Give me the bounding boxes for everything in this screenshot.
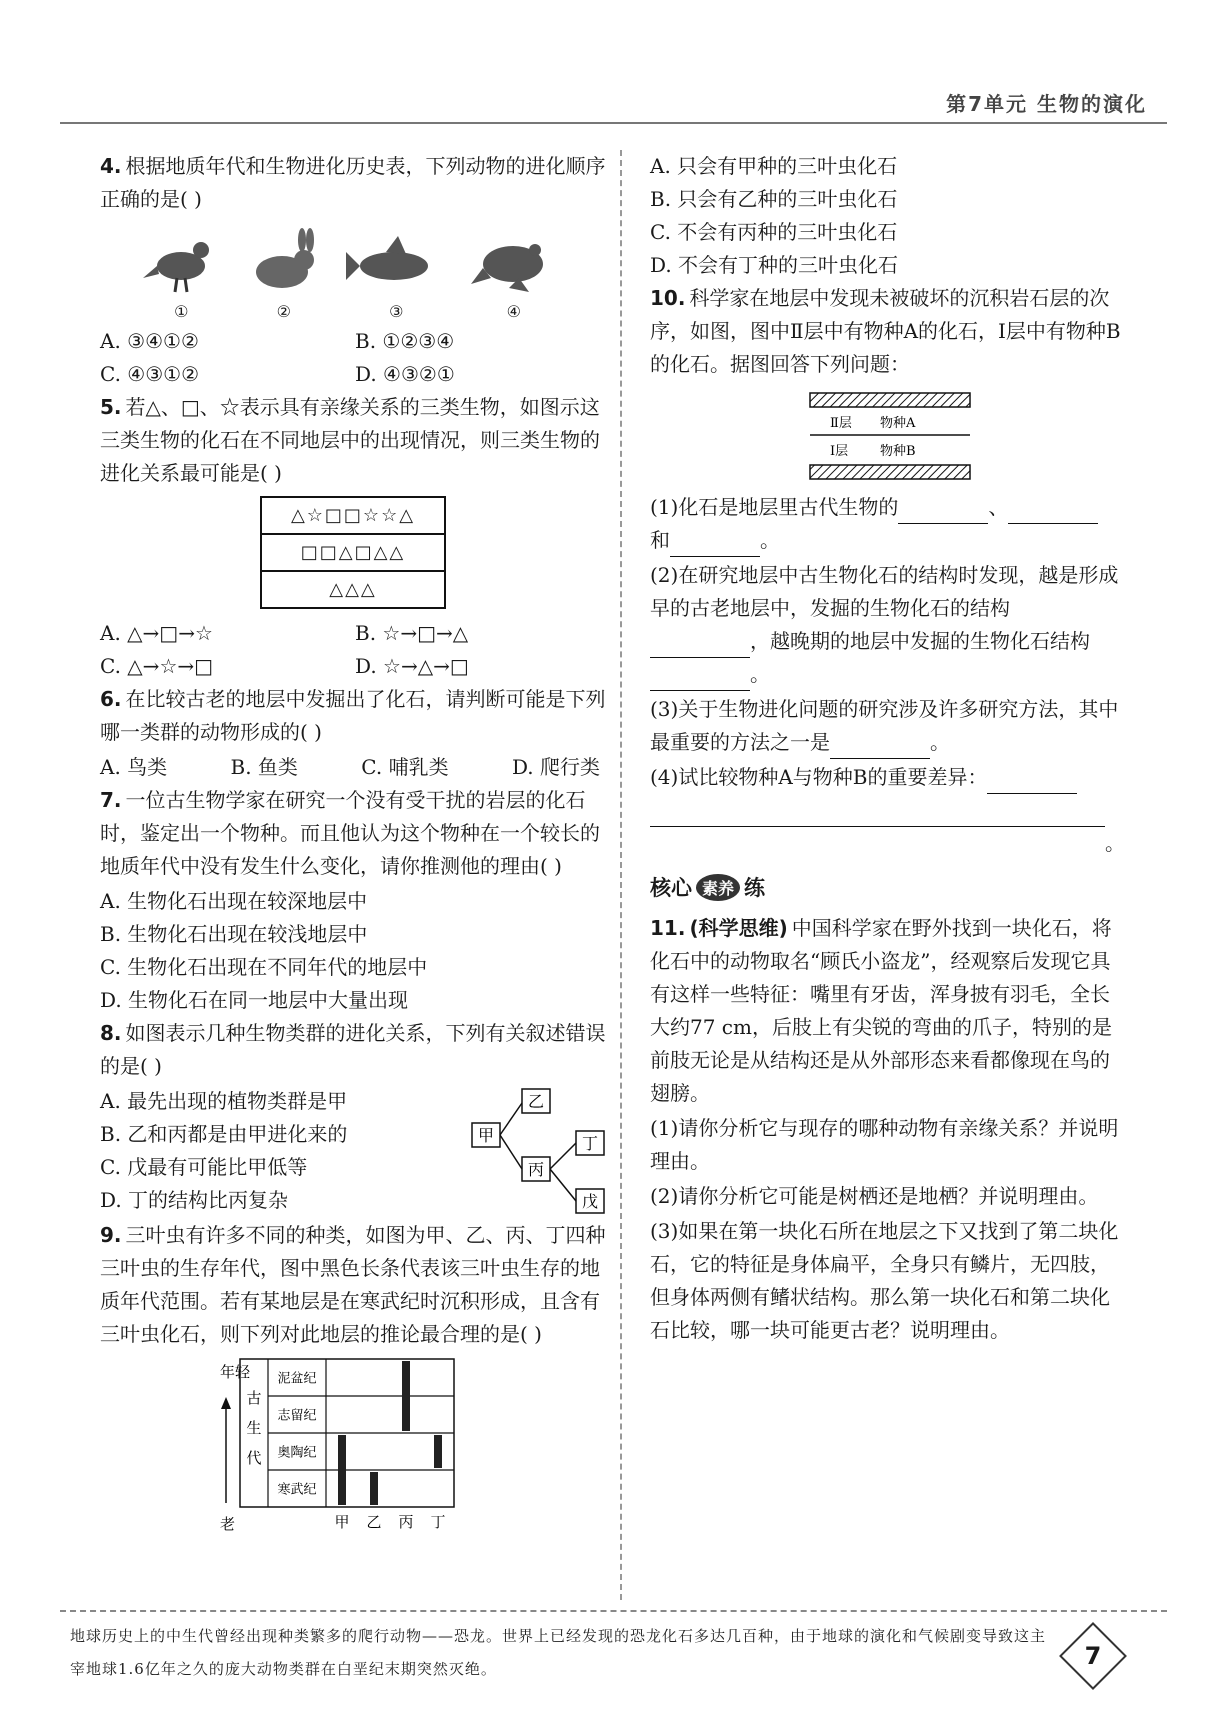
question-stem: 在比较古老的地层中发掘出了化石，请判断可能是下列哪一类群的动物形成的( ) [100,687,606,744]
option-a[interactable]: A. ③④①② [100,329,199,353]
question-number: 7. [100,788,122,812]
range-bar-2 [370,1472,378,1505]
q10-sub-1 [650,491,1125,557]
sub-question-text: (2)在研究地层中古生物化石的结构时发现，越是形成早的古老地层中，发掘的生物化石的结构 [650,563,1119,620]
option-d[interactable]: D. 爬行类 [511,755,600,779]
question-8 [100,1017,610,1083]
answer-blank[interactable] [987,793,1077,794]
footer-rule [60,1610,1167,1612]
footer-note: 地球历史上的中生代曾经出现种类繁多的爬行动物——恐龙。世界上已经发现的恐龙化石多达几百种，由于地球的演化和气候剧变导致这主宰地球1.6亿年之久的庞大动物类群在白垩纪末期突然灭绝。 [70,1627,1047,1678]
y-label-old: 老 [220,1515,236,1533]
era-label-char: 生 [246,1419,262,1437]
answer-blank[interactable] [1008,523,1098,524]
option-c[interactable]: C. 不会有丙种的三叶虫化石 [650,220,898,244]
punctuation: 。 [760,528,780,552]
sub-question-text: ，越晚期的地层中发掘的生物化石结构 [750,629,1090,653]
answer-blank[interactable] [830,758,930,759]
option-c[interactable]: C. ④③①② [100,362,200,386]
question-number: 11. [650,916,686,940]
punctuation: 、 [988,495,1009,519]
option-d[interactable]: D. 不会有丁种的三叶虫化石 [650,253,899,277]
q10-sub-3 [650,693,1125,759]
period-label: 志留纪 [277,1408,317,1424]
question-stem: 一位古生物学家在研究一个没有受干扰的岩层的化石时，鉴定出一个物种。而且他认为这个物种在一个较长的地质年代中没有发生什么变化，请你推测他的理由( ) [100,788,600,878]
punctuation: 。 [1105,831,1125,855]
left-column [100,150,610,1537]
rabbit-image [244,228,324,321]
section-title-b: 练 [744,876,766,900]
animal-images [130,228,570,321]
q11-sub-3: (3)如果在第一块化石所在地层之下又找到了第二块化石，它的特征是身体扁平，全身只有鳞片，无四肢，但身体两侧有鳍状结构。那么第一块化石和第二块化石比较，哪一块可能更古老？说明理由。 [650,1219,1119,1342]
question-4 [100,150,610,216]
q4-options-row2 [100,358,610,391]
option-c[interactable]: C. 哺乳类 [361,755,449,779]
option-d[interactable]: D. ☆→△→□ [355,654,469,678]
option-a[interactable]: A. 只会有甲种的三叶虫化石 [650,154,898,178]
period-label: 寒武纪 [277,1482,317,1498]
option-a[interactable]: A. 生物化石出现在较深地层中 [100,889,368,913]
question-stem: 科学家在地层中发现未被破坏的沉积岩石层的次序，如图，图中Ⅱ层中有物种A的化石，Ⅰ层中有物种B的化石。据图回答下列问题： [650,286,1121,376]
trilobite-range-chart [210,1353,540,1533]
question-tag: (科学思维) [689,916,788,940]
section-title-a: 核心 [650,876,692,900]
section-title [650,872,1125,902]
answer-blank[interactable] [650,826,1105,827]
sub-question-text: (1)化石是地层里古代生物的 [650,495,899,519]
q8-block [100,1085,610,1219]
page-number-badge [1059,1622,1127,1690]
question-number: 5. [100,395,122,419]
species-a-label: 物种A [880,416,916,431]
era-label-char: 代 [246,1449,262,1467]
q6-options [100,751,610,784]
period-label: 泥盆纪 [277,1371,317,1387]
stratum-bottom: △△△ [261,571,445,608]
species-label: 乙 [366,1513,382,1531]
section-badge: 素养 [696,874,740,901]
question-stem: 中国科学家在野外找到一块化石，将化石中的动物取名“顾氏小盗龙”，经观察后发现它具有这样一些特征：嘴里有牙齿，浑身披有羽毛，全长大约77 cm，后肢上有尖锐的弯曲的爪子，特别的是前肢无论是从结构还是从外部形态来看都像现在鸟的翅膀。 [650,916,1112,1105]
option-d[interactable]: D. 生物化石在同一地层中大量出现 [100,988,409,1012]
question-number: 8. [100,1021,122,1045]
species-label: 丁 [430,1513,446,1531]
option-d[interactable]: D. ④③②① [355,362,455,386]
question-stem: 根据地质年代和生物进化历史表，下列动物的进化顺序正确的是( ) [100,154,606,211]
option-a[interactable]: A. △→□→☆ [100,621,213,645]
species-label: 丙 [398,1513,414,1531]
question-stem: 如图表示几种生物类群的进化关系，下列有关叙述错误的是( ) [100,1021,606,1078]
question-number: 4. [100,154,122,178]
q5-options-row1 [100,617,610,650]
right-column [650,150,1125,1349]
option-d[interactable]: D. 丁的结构比丙复杂 [100,1188,289,1212]
stratum-top: △☆□□☆☆△ [261,497,445,534]
answer-blank[interactable] [898,523,988,524]
era-label-char: 古 [246,1389,262,1407]
layer-2-label: Ⅱ层 [830,416,852,431]
option-a[interactable]: A. 鸟类 [100,755,168,779]
stratum-middle: □□△□△△ [261,534,445,571]
period-label: 奥陶纪 [277,1445,317,1461]
q5-options-row2 [100,650,610,683]
sub-question-text: (4)试比较物种A与物种B的重要差异： [650,765,988,789]
question-number: 9. [100,1223,122,1247]
question-stem: 若△、□、☆表示具有亲缘关系的三类生物，如图示这三类生物的化石在不同地层中的出现情况，则三类生物的进化关系最可能是( ) [100,395,600,485]
option-c[interactable]: C. △→☆→□ [100,654,214,678]
punctuation: 。 [930,730,950,754]
option-c[interactable]: C. 生物化石出现在不同年代的地层中 [100,955,428,979]
question-11 [650,912,1125,1110]
option-a[interactable]: A. 最先出现的植物类群是甲 [100,1089,348,1113]
punctuation: 。 [750,662,770,686]
fish-image [346,228,446,321]
question-number: 6. [100,687,122,711]
answer-blank[interactable] [670,556,760,557]
animal-label: ① [174,302,189,321]
question-10 [650,282,1125,381]
q11-sub-2: (2)请你分析它可能是树栖还是地栖？并说明理由。 [650,1184,1099,1208]
question-7 [100,784,610,883]
q11-sub-1: (1)请你分析它与现存的哪种动物有亲缘关系？并说明理由。 [650,1116,1119,1173]
q10-sub-4 [650,761,1125,860]
strata-table [260,496,446,609]
frog-image [469,228,559,321]
question-stem: 三叶虫有许多不同的种类，如图为甲、乙、丙、丁四种三叶虫的生存年代，图中黑色长条代表该三叶虫生存的地质年代范围。若有某地层是在寒武纪时沉积形成，且含有三叶虫化石，则下列对此地层的推论最合理的是( ) [100,1223,606,1346]
animal-label: ④ [506,302,521,321]
animal-label: ③ [389,302,404,321]
pigeon-image [141,228,221,321]
y-label-young: 年轻 [220,1363,251,1381]
node-wu: 戊 [581,1192,599,1211]
q10-sub-2 [650,559,1125,691]
node-jia: 甲 [477,1126,495,1145]
option-b[interactable]: B. 只会有乙种的三叶虫化石 [650,187,898,211]
header-rule [60,122,1167,124]
page-number: 7 [1084,1642,1102,1670]
question-9 [100,1219,610,1351]
node-ding: 丁 [581,1134,599,1153]
node-yi: 乙 [527,1092,545,1111]
answer-blank[interactable] [650,657,750,658]
rock-layer-diagram [790,387,990,487]
species-label: 甲 [334,1513,350,1531]
species-b-label: 物种B [880,444,916,459]
range-bar-4 [434,1435,442,1468]
question-5 [100,391,610,490]
option-b[interactable]: B. 生物化石出现在较浅地层中 [100,922,368,946]
evolution-tree-diagram [470,1085,610,1219]
option-b[interactable]: B. 乙和丙都是由甲进化来的 [100,1122,348,1146]
animal-label: ② [276,302,291,321]
range-bar-3 [402,1361,410,1431]
question-6 [100,683,610,749]
sub-question-text: 和 [650,528,670,552]
question-number: 10. [650,286,686,310]
option-b[interactable]: B. 鱼类 [230,755,298,779]
layer-1-label: Ⅰ层 [830,444,849,459]
option-c[interactable]: C. 戊最有可能比甲低等 [100,1155,308,1179]
option-b[interactable]: B. ☆→□→△ [355,621,469,645]
sub-question-text: (3)关于生物进化问题的研究涉及许多研究方法，其中最重要的方法之一是 [650,697,1119,754]
node-bing: 丙 [527,1160,545,1179]
column-divider [620,150,622,1600]
answer-blank[interactable] [650,690,750,691]
option-b[interactable]: B. ①②③④ [355,329,455,353]
q4-options-row1 [100,325,610,358]
range-bar-1 [338,1435,346,1505]
unit-header: 第7单元 生物的演化 [946,92,1147,116]
